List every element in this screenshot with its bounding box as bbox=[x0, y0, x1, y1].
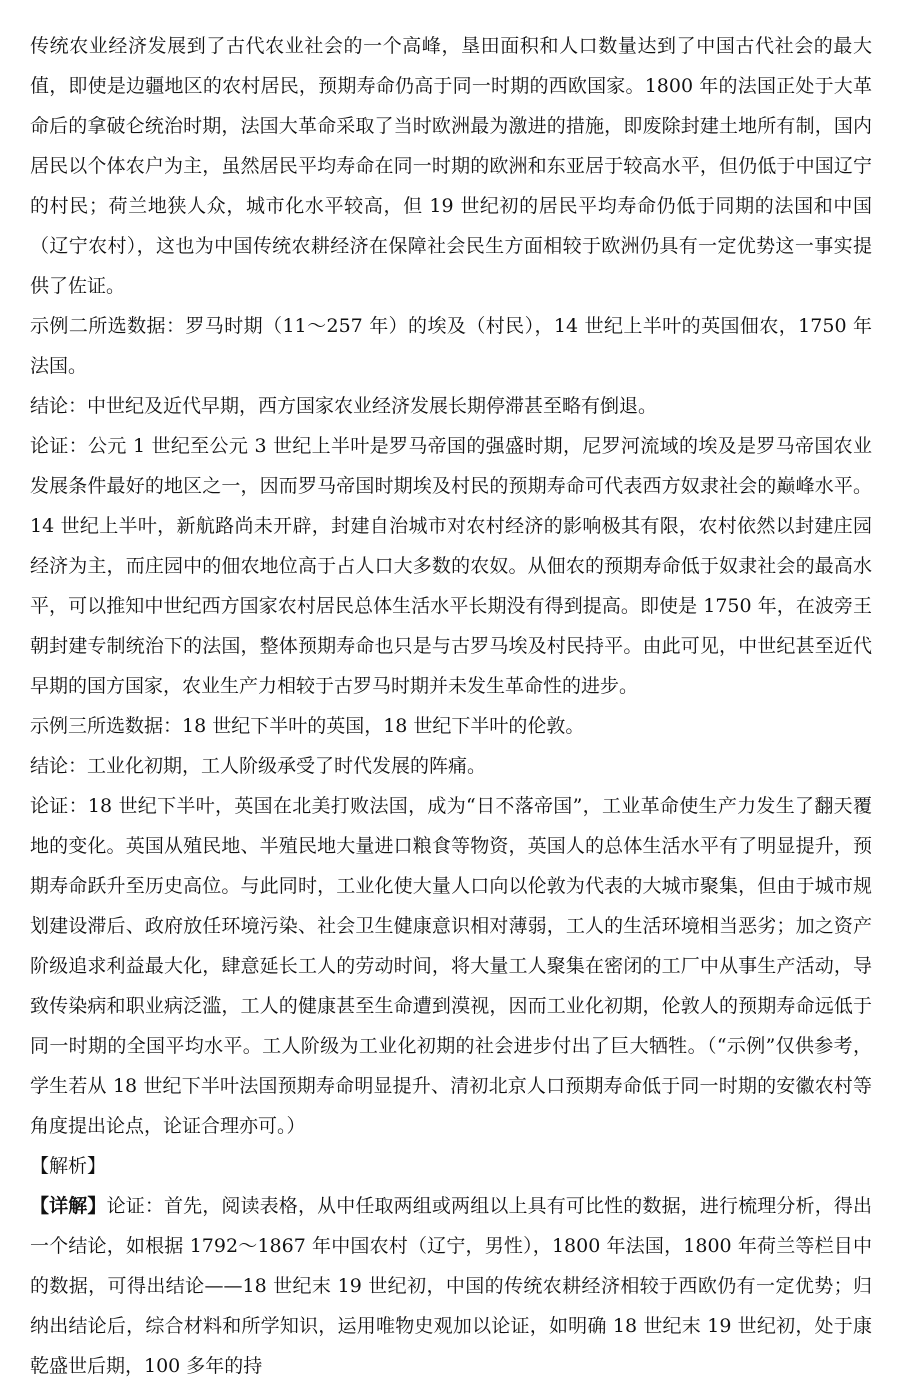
example2-conclusion: 结论：中世纪及近代早期，西方国家农业经济发展长期停滞甚至略有倒退。 bbox=[30, 395, 658, 417]
example2-argument: 论证：公元 1 世纪至公元 3 世纪上半叶是罗马帝国的强盛时期，尼罗河流域的埃及是罗马帝国农业发展条件最好的地区之一，因而罗马帝国时期埃及村民的预期寿命可代表西方奴隶社会的巅峰水平。14 世纪上半叶，新航路尚未开辟，封建自治城市对农村经济的影响极其有限，农村依然以封建庄园经济为主，而庄园中的佃农地位高于占人口大多数的农奴。从佃农的预期寿命低于奴隶社会的最高水平，可以推知中世纪西方国家农村居民总体生活水平长期没有得到提高。即使是 1750 年，在波旁王朝封建专制统治下的法国，整体预期寿命也只是与古罗马埃及村民持平。由此可见，中世纪甚至近代早期的国方国家，农业生产力相较于古罗马时期并未发生革命性的进步。 bbox=[30, 435, 872, 697]
example3-conclusion: 结论：工业化初期，工人阶级承受了时代发展的阵痛。 bbox=[30, 755, 487, 777]
detail-paragraph bbox=[30, 1186, 872, 1386]
example2-data: 示例二所选数据：罗马时期（11～257 年）的埃及（村民），14 世纪上半叶的英国佃农，1750 年法国。 bbox=[30, 315, 872, 377]
analysis-label: 【解析】 bbox=[30, 1155, 107, 1177]
example3-data: 示例三所选数据：18 世纪下半叶的英国，18 世纪下半叶的伦敦。 bbox=[30, 715, 585, 737]
document-page bbox=[30, 26, 872, 1386]
detail-label: 【详解】 bbox=[30, 1195, 107, 1217]
detail-text: 论证：首先，阅读表格，从中任取两组或两组以上具有可比性的数据，进行梳理分析，得出一个结论，如根据 1792～1867 年中国农村（辽宁，男性），1800 年法国，1800 年荷兰等栏目中的数据，可得出结论——18 世纪末 19 世纪初，中国的传统农耕经济相较于西欧仍有一定优势；归纳出结论后，综合材料和所学知识，运用唯物史观加以论证，如明确 18 世纪末 19 世纪初，处于康乾盛世后期，100 多年的持 bbox=[30, 1195, 872, 1377]
paragraph-france-netherlands: 传统农业经济发展到了古代农业社会的一个高峰，垦田面积和人口数量达到了中国古代社会的最大值，即使是边疆地区的农村居民，预期寿命仍高于同一时期的西欧国家。1800 年的法国正处于大革命后的拿破仑统治时期，法国大革命采取了当时欧洲最为激进的措施，即废除封建土地所有制，国内居民以个体农户为主，虽然居民平均寿命在同一时期的欧洲和东亚居于较高水平，但仍低于中国辽宁的村民；荷兰地狭人众，城市化水平较高，但 19 世纪初的居民平均寿命仍低于同期的法国和中国（辽宁农村），这也为中国传统农耕经济在保障社会民生方面相较于欧洲仍具有一定优势这一事实提供了佐证。 bbox=[30, 35, 872, 297]
example3-argument: 论证：18 世纪下半叶，英国在北美打败法国，成为“日不落帝国”，工业革命使生产力发生了翻天覆地的变化。英国从殖民地、半殖民地大量进口粮食等物资，英国人的总体生活水平有了明显提升，预期寿命跃升至历史高位。与此同时，工业化使大量人口向以伦敦为代表的大城市聚集，但由于城市规划建设滞后、政府放任环境污染、社会卫生健康意识相对薄弱，工人的生活环境相当恶劣；加之资产阶级追求利益最大化，肆意延长工人的劳动时间，将大量工人聚集在密闭的工厂中从事生产活动，导致传染病和职业病泛滥，工人的健康甚至生命遭到漠视，因而工业化初期，伦敦人的预期寿命远低于同一时期的全国平均水平。工人阶级为工业化初期的社会进步付出了巨大牺牲。（“示例”仅供参考，学生若从 18 世纪下半叶法国预期寿命明显提升、清初北京人口预期寿命低于同一时期的安徽农村等角度提出论点，论证合理亦可。） bbox=[30, 795, 872, 1137]
